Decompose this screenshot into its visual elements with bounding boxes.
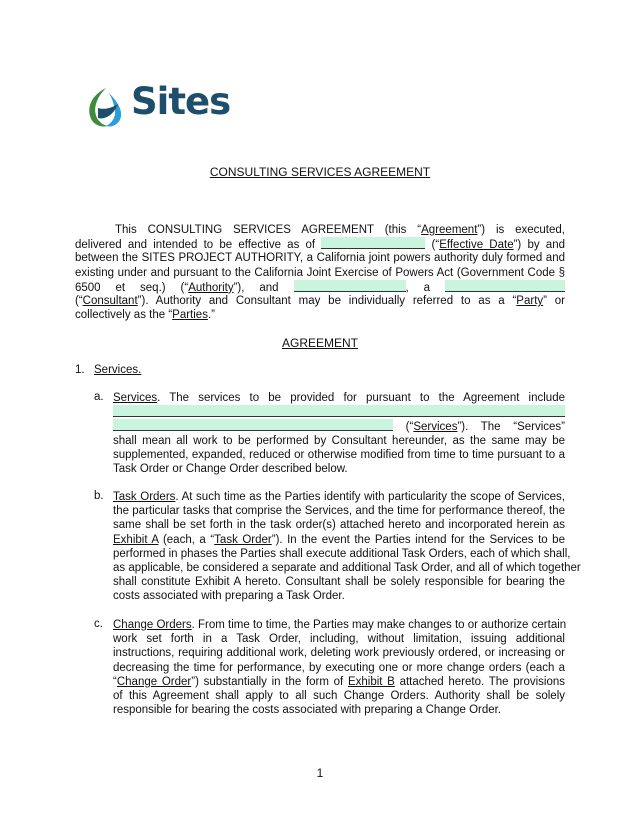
- agreement-heading: AGREEMENT: [281, 336, 358, 350]
- document-title: CONSULTING SERVICES AGREEMENT: [209, 165, 431, 179]
- task-orders-line-6: as applicable, be considered a separate and additional Task Order, and all of which together: [113, 561, 581, 574]
- task-orders-line-1: Task Orders. At such time as the Parties identify with particularity the scope of Services,: [113, 491, 565, 503]
- section-1-title: Services.: [94, 364, 142, 376]
- change-orders-line-3: instructions, requiring additional work, deleting work previously ordered, or increasing or: [113, 647, 565, 660]
- defined-term-authority: Authority: [188, 281, 234, 294]
- intro-paragraph: [75, 223, 565, 322]
- item-c-letter: c.: [94, 618, 103, 630]
- intro-line-2: delivered and intended to be effective as of (“Effective Date”) by and: [75, 239, 565, 252]
- task-orders-line-8: costs associated with preparing a Task Order.: [113, 590, 345, 603]
- change-orders-line-6: of this Agreement shall apply to all such Change Orders. Authority shall be solely: [113, 689, 565, 702]
- task-orders-line-4: Exhibit A (each, a “Task Order”). In the event the Parties intend for the Services to be: [113, 533, 565, 546]
- task-orders-paragraph: [113, 490, 581, 604]
- services-line-2: [113, 405, 565, 419]
- services-line-5: supplemented, expanded, reduced or otherwise modified from time to time pursuant to a: [113, 448, 565, 461]
- change-orders-paragraph: [113, 618, 565, 717]
- change-orders-line-5: “Change Order”) substantially in the form of Exhibit B attached hereto. The provisions: [113, 675, 565, 688]
- sites-logo: [84, 80, 234, 130]
- intro-line-3: between the SITES PROJECT AUTHORITY, a California joint powers authority duly formed and: [75, 252, 565, 265]
- defined-term-consultant: Consultant: [82, 294, 138, 307]
- intro-line-7: collectively as the “Parties.”: [75, 309, 215, 322]
- change-orders-heading: Change Orders: [113, 619, 192, 631]
- change-orders-line-2: work set forth in a Task Order, including, without limitation, issuing additional: [113, 633, 565, 646]
- services-line-1: Services. The services to be provided for pursuant to the Agreement include: [113, 392, 565, 404]
- change-orders-line-4: decreasing the time for performance, by executing one or more change orders (each a: [113, 661, 565, 674]
- services-description-field-1[interactable]: [113, 405, 565, 417]
- services-line-6: Task Order or Change Order described below.: [113, 462, 348, 475]
- defined-term-effective-date: Effective Date: [439, 239, 514, 252]
- intro-line-1: This CONSULTING SERVICES AGREEMENT (this “Agreement”) is executed,: [115, 224, 565, 236]
- services-paragraph: [113, 391, 565, 476]
- sites-leaf-drop-icon: [84, 84, 128, 130]
- logo-wordmark: Sites: [131, 80, 231, 123]
- change-orders-line-1: Change Orders. From time to time, the Parties may make changes to or authorize certain: [113, 619, 567, 631]
- services-heading: Services: [113, 392, 158, 404]
- defined-term-services: Services: [413, 421, 458, 434]
- intro-line-6: (“Consultant”). Authority and Consultant may be individually referred to as a “Party” or: [75, 294, 566, 307]
- intro-line-4: existing under and pursuant to the California Joint Exercise of Powers Act (Government Code §: [75, 266, 565, 279]
- services-description-field-2[interactable]: [113, 419, 393, 431]
- exhibit-a-reference: Exhibit A: [113, 533, 159, 546]
- item-b-letter: b.: [94, 490, 104, 502]
- task-orders-line-2: the particular tasks that comprise the Services, and the time for performance thereof, the: [113, 505, 565, 518]
- services-line-4: shall mean all work to be performed by Consultant hereunder, as the same may be: [113, 434, 565, 447]
- intro-line-5: 6500 et seq.) (“Authority”), and , a: [75, 280, 565, 294]
- change-orders-line-7: responsible for bearing the costs associated with preparing a Change Order.: [113, 704, 502, 717]
- consultant-name-field[interactable]: [294, 280, 406, 292]
- defined-term-task-order: Task Order: [214, 533, 272, 546]
- defined-term-parties: Parties: [172, 309, 208, 322]
- task-orders-heading: Task Orders: [113, 491, 176, 503]
- page-number: 1: [316, 766, 324, 780]
- consultant-entity-type-field[interactable]: [445, 280, 565, 292]
- task-orders-line-3: same shall be set forth in the task order(s) attached hereto and incorporated herein as: [113, 519, 565, 532]
- section-1-number: 1.: [75, 364, 85, 376]
- effective-date-field[interactable]: [321, 237, 425, 249]
- item-a-letter: a.: [94, 391, 104, 403]
- defined-term-party: Party: [516, 294, 544, 307]
- task-orders-line-5: performed in phases the Parties shall execute additional Task Orders, each of which shall,: [113, 547, 571, 560]
- services-line-3: (“Services”). The “Services”: [113, 419, 565, 433]
- task-orders-line-7: shall constitute Exhibit A hereto. Consultant shall be solely responsible for bearing the: [113, 576, 565, 589]
- defined-term-change-order: Change Order: [116, 675, 192, 688]
- exhibit-b-reference: Exhibit B: [347, 675, 395, 688]
- defined-term-agreement: Agreement: [421, 224, 478, 236]
